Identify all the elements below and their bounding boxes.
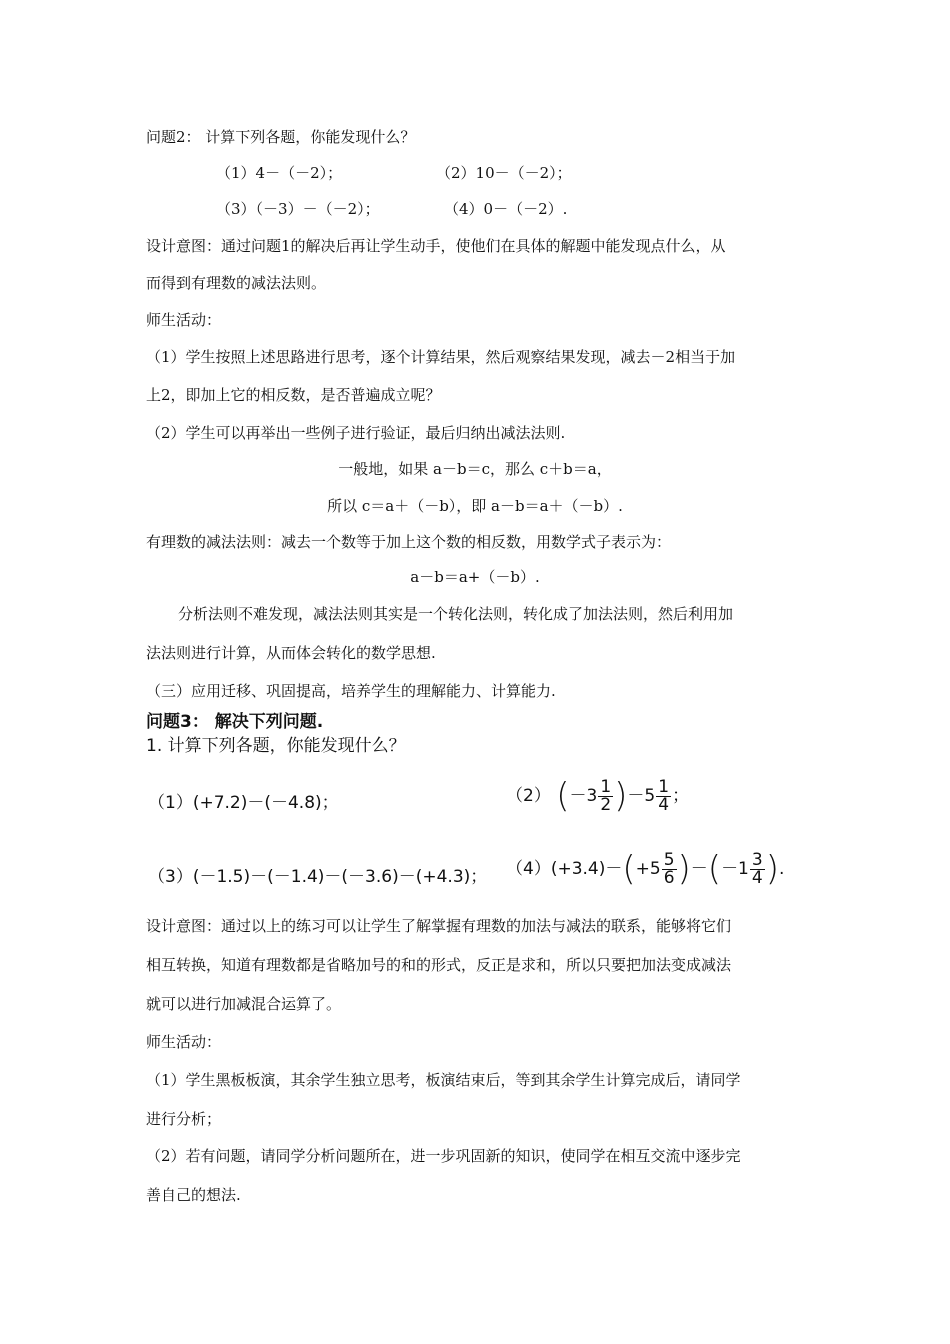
expr2-b-whole: －5 <box>627 786 656 806</box>
expr2-a-whole: －3 <box>569 786 598 806</box>
activity2-p1-line2: 进行分析； <box>146 1110 222 1128</box>
subtraction-rule: 有理数的减法法则：减去一个数等于加上这个数的相反数，用数学式子表示为： <box>146 533 672 551</box>
problem2-item-4: （4）0－（－2）. <box>444 200 568 218</box>
problem3-subheading: 1. 计算下列各题，你能发现什么？ <box>146 736 406 756</box>
expression-2-label: （2） <box>506 786 551 806</box>
problem2-item-1: （1）4－（－2）； <box>216 164 343 182</box>
expr2-a-fraction: $\frac{1}{2}$ <box>600 776 612 815</box>
design-intent-1-line2: 而得到有理数的减法法则。 <box>146 274 327 292</box>
analysis-line1: 分析法则不难发现，减法法则其实是一个转化法则，转化成了加法法则，然后利用加 <box>178 605 734 623</box>
problem2-heading: 问题2： 计算下列各题，你能发现什么？ <box>146 128 416 146</box>
activity2-p1-line1: （1）学生黑板板演，其余学生独立思考，板演结束后，等到其余学生计算完成后，请同学 <box>146 1071 741 1089</box>
expr4-c-fraction: $\frac{3}{4}$ <box>751 849 763 888</box>
expr2-b-fraction: $\frac{1}{4}$ <box>658 776 670 815</box>
derivation-line1: 一般地，如果 a－b＝c，那么 c＋b＝a， <box>338 460 612 478</box>
design-intent-2-line2: 相互转换，知道有理数都是省略加号的和的形式，反正是求和，所以只要把加法变成减法 <box>146 956 732 974</box>
expr4-b-whole: +5 <box>635 859 661 879</box>
design-intent-2-line1: 设计意图：通过以上的练习可以让学生了解掌握有理数的加法与减法的联系，能够将它们 <box>146 917 732 935</box>
problem3-heading: 问题3： 解决下列问题. <box>146 712 324 732</box>
analysis-line2: 法法则进行计算，从而体会转化的数学思想. <box>146 644 436 662</box>
section3-heading: （三）应用迁移、巩固提高，培养学生的理解能力、计算能力. <box>146 682 556 700</box>
activity2-p2-line1: （2）若有问题，请同学分析问题所在，进一步巩固新的知识，使同学在相互交流中逐步完 <box>146 1147 741 1165</box>
derivation-line2: 所以 c＝a＋（－b），即 a－b＝a＋（－b）. <box>327 497 623 515</box>
expression-2: （2） (－3 $\frac{1}{2}$ )－5 $\frac{1}{4}$ ； <box>506 776 690 816</box>
expression-4-label: （4） <box>506 859 551 879</box>
design-intent-1-line1: 设计意图：通过问题1的解决后再让学生动手，使他们在具体的解题中能发现点什么，从 <box>146 237 726 255</box>
expr4-b-fraction: $\frac{5}{6}$ <box>663 849 675 888</box>
subtraction-formula: a－b＝a+（－b）. <box>410 568 540 586</box>
problem2-item-3: （3）（－3）－（－2）； <box>216 200 380 218</box>
design-intent-2-line3: 就可以进行加减混合运算了。 <box>146 995 342 1013</box>
activity2-title: 师生活动： <box>146 1033 222 1051</box>
expression-1: （1）(+7.2)－(－4.8)； <box>148 793 339 813</box>
activity1-p1-line2: 上2，即加上它的相反数，是否普遍成立呢？ <box>146 386 441 404</box>
activity1-p1-line1: （1）学生按照上述思路进行思考，逐个计算结果，然后观察结果发现，减去－2相当于加 <box>146 348 736 366</box>
problem2-item-2: （2）10－（－2）； <box>436 164 572 182</box>
activity2-p2-line2: 善自己的想法. <box>146 1186 241 1204</box>
activity1-p2: （2）学生可以再举出一些例子进行验证，最后归纳出减法法则. <box>146 424 566 442</box>
expression-4: （4）(+3.4)－(+5 $\frac{5}{6}$ )－(－1 $\frac{3}{4}$ ). <box>506 849 785 889</box>
expression-3: （3）(－1.5)－(－1.4)－(－3.6)－(+4.3)； <box>148 867 488 887</box>
activity1-title: 师生活动： <box>146 311 222 329</box>
expr4-c-whole: －1 <box>721 859 749 879</box>
